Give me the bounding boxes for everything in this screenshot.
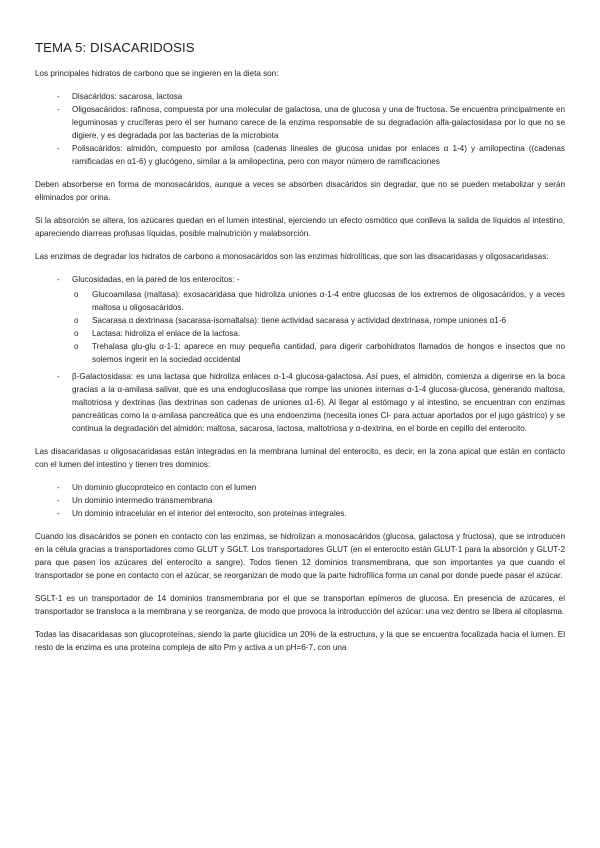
list-item-text: Polisacáridos: almidón, compuesto por amilosa (cadenas lineales de glucosa unidas por enlaces α 1-4) y amilopectina ((cadenas ramificadas en α1-6) y glucógeno, similar a la amilopectina, pero con mayor número de ramificaciones bbox=[72, 144, 565, 166]
sublist-item-text: Lactasa: hidroliza el enlace de la lactosa. bbox=[92, 329, 241, 338]
dash-bullet: - bbox=[57, 105, 60, 114]
list-item-text: Oligosacáridos: rafinosa, compuesta por una molecular de galactosa, una de glucosa y una de fructosa. Se encuentra principalmente en leguminosas y crucíferas pero el ser humano carece de la enzima responsable de su degradación alfa-galactosidasa por lo que no se digiere, y es degradada por las bacterias de la microbiota bbox=[72, 105, 565, 140]
dash-bullet: - bbox=[57, 372, 60, 381]
enzyme-list bbox=[35, 273, 565, 435]
sublist-item-text: Glucoamilasa (maltasa): exosacaridasa que hidroliza uniones α-1-4 entre glucosas de los extremos de oligosacáridos, y a veces maltosa u oligosacáridos. bbox=[92, 290, 565, 312]
sublist-item bbox=[72, 314, 565, 327]
list-item bbox=[35, 494, 565, 507]
sublist-item bbox=[72, 327, 565, 340]
absorption-paragraph: Deben absorberse en forma de monosacáridos, aunque a veces se absorben disacáridos sin degradar, que no se pueden metabolizar y serán eliminados por orina. bbox=[35, 180, 565, 202]
circle-bullet: o bbox=[74, 342, 79, 351]
list-item-text: β-Galactosidasa: es una lactasa que hidroliza enlaces α-1-4 glucosa-galactosa. Así pues, el almidón, comienza a digerirse en la boca gracias a la α-amilasa salivar, que es una endoglucosilasa que rompe las uniones internas α-1-4 glucosa-glucosa, generando maltosa, maltotriosa y dextrinas (las dextrinas son cadenas de uniones α1-6). Al llegar al estómago y al intestino, se encuentran con enzimas pancreáticas como la α-amilasa pancreática que es una endoenzima (necesita iones Cl- para actuar aportados por el jugo gástrico) y se continua la degradación del almidón: maltosa, sacarosa, lactosa, maltotriosa y α-dextrina, en el borde en cepillo del enterocito. bbox=[72, 372, 565, 433]
document-title: TEMA 5: DISACARIDOSIS bbox=[35, 40, 195, 55]
dash-bullet: - bbox=[57, 144, 60, 153]
sublist-item bbox=[72, 340, 565, 366]
diet-list bbox=[35, 90, 565, 168]
glucosidases-label: Glucosidadas, en la pared de los enterocitos: - bbox=[72, 275, 240, 284]
sublist-item-text: Trehalasa glu-glu α-1-1: aparece en muy pequeña cantidad, para digerir carbohidratos llamados de hongos e insectos que no solemos ingerir en la sociedad occidental bbox=[92, 342, 565, 364]
circle-bullet: o bbox=[74, 290, 79, 299]
integrated-paragraph: Las disacaridasas u oligosacaridasas están integradas en la membrana luminal del enterocito, es decir, en la zona apical que están en contacto con el lumen del intestino y tienen tres dominios: bbox=[35, 447, 565, 469]
dash-bullet: - bbox=[57, 496, 60, 505]
list-item bbox=[35, 481, 565, 494]
sglt-paragraph: SGLT-1 es un transportador de 14 dominios transmembrana por el que se transportan epímeros de glucosa. En presencia de azúcares, el transportador se transloca a la membrana y se reorganiza, de modo que provoca la introducción del azúcar: una vez dentro se libera al citoplasma. bbox=[35, 594, 565, 616]
circle-bullet: o bbox=[74, 329, 79, 338]
dash-bullet: - bbox=[57, 92, 60, 101]
list-item bbox=[35, 142, 565, 168]
list-item-text: Un dominio intracelular en el interior del enterocito, son proteínas integrales. bbox=[72, 509, 347, 518]
list-item bbox=[35, 103, 565, 142]
list-item bbox=[35, 370, 565, 435]
circle-bullet: o bbox=[74, 316, 79, 325]
document-page bbox=[35, 40, 565, 664]
sublist-item-text: Sacarasa α dextrinasa (sacarasa-isomaltalsa): tiene actividad sacarasa y actividad dextrinasa, rompe uniones α1-6 bbox=[92, 316, 507, 325]
enzymes-paragraph: Las enzimas de degradar los hidratos de carbono a monosacáridos son las enzimas hidrolíticas, que son las disacaridasas y oligosacaridasas: bbox=[35, 252, 549, 261]
list-item-text: Un dominio intermedio transmembrana bbox=[72, 496, 213, 505]
glucosidases-sublist bbox=[72, 288, 565, 366]
domain-list bbox=[35, 481, 565, 520]
sublist-item bbox=[72, 288, 565, 314]
dash-bullet: - bbox=[57, 275, 60, 284]
intro-paragraph: Los principales hidratos de carbono que se ingieren en la dieta son: bbox=[35, 69, 279, 78]
glycoprotein-paragraph: Todas las disacaridasas son glucoproteínas, siendo la parte glucídica un 20% de la estructura, y la que se encuentra focalizada hacia el lumen. El resto de la enzima es una proteína compleja de alto Pm y activa a un pH=6-7, con una bbox=[35, 630, 565, 652]
dash-bullet: - bbox=[57, 509, 60, 518]
list-item-text: Disacáridos: sacarosa, lactosa bbox=[72, 92, 183, 101]
list-item bbox=[35, 507, 565, 520]
list-item-text: Un dominio glucoproteico en contacto con el lumen bbox=[72, 483, 257, 492]
list-item bbox=[35, 273, 565, 366]
dash-bullet: - bbox=[57, 483, 60, 492]
altered-absorption-paragraph: Si la absorción se altera, los azúcares quedan en el lumen intestinal, ejerciendo un efecto osmótico que conlleva la salida de líquidos al intestino, apareciendo diarreas profusas líquidas, posible malnutrición y malabsorción. bbox=[35, 216, 565, 238]
contact-paragraph: Cuando los disacáridos se ponen en contacto con las enzimas, se hidrolizan a monosacáridos (glucosa, galactosa y fructosa), que se introducen en la célula gracias a transportadores como GLUT y SGLT. Los transportadores GLUT (en el enterocito están GLUT-1 para la absorción y GLUT-2 para que pasen los azúcares del enterocito a sangre). Todos tienen 12 dominios transmembrana, que son importantes ya que cuando el transportador se pone en contacto con el azúcar, se reorganizan de modo que la parte hidrofílica forma un canal por donde puede pasar el azúcar. bbox=[35, 532, 565, 580]
list-item bbox=[35, 90, 565, 103]
